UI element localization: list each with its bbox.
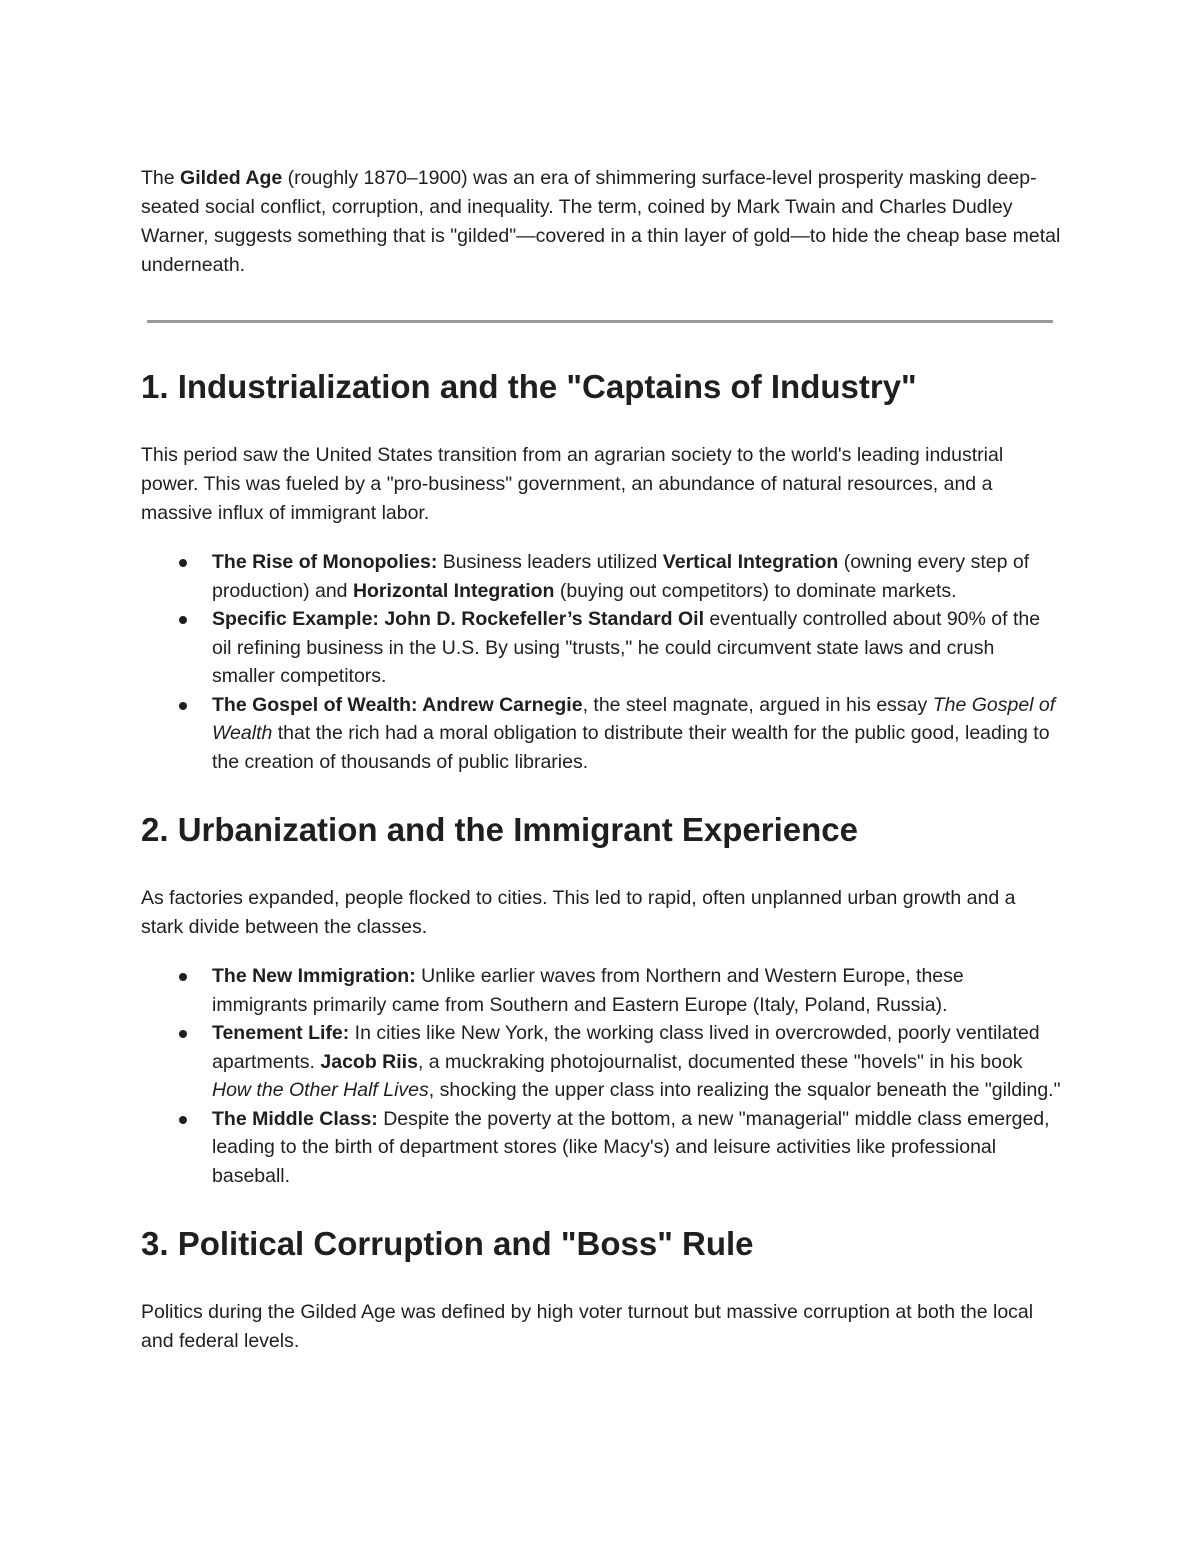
document-page [141, 164, 1061, 1356]
bullet-bold: Vertical Integration [662, 551, 839, 573]
bullet-text: Unlike earlier waves from Northern and Western Europe, these immigrants primarily came from Southern and Eastern Europe (Italy, Poland, Russia). [212, 965, 964, 1016]
section-2-heading: 2. Urbanization and the Immigrant Experience [141, 811, 858, 848]
bullet-bold: The Middle Class: [212, 1107, 378, 1130]
bullet-bold: Jacob Riis [320, 1050, 418, 1073]
bullet-text: , the steel magnate, argued in his essay [582, 693, 933, 716]
bullet-text: eventually controlled about 90% of the oil refining business in the U.S. By using "trusts," he could circumvent state laws and crush smaller competitors. [212, 608, 1041, 687]
section-3-paragraph: Politics during the Gilded Age was defined by high voter turnout but massive corruption at both the local and federal levels. [141, 1301, 1034, 1352]
bullet-bold: The Rise of Monopolies: [212, 551, 438, 573]
bullet-bold: Specific Example: John D. Rockefeller’s Standard Oil [212, 608, 704, 630]
bullet-text: that the rich had a moral obligation to distribute their wealth for the public good, leading to the creation of thousands of public libraries. [212, 722, 1050, 773]
section-1-paragraph: This period saw the United States transition from an agrarian society to the world's leading industrial power. This was fueled by a "pro-business" government, an abundance of natural resources, and a massive influx of immigrant labor. [141, 444, 1004, 524]
bullet-text: Business leaders utilized [437, 551, 663, 573]
intro-text: (roughly 1870–1900) was an era of shimmering surface-level prosperity masking deep-seated social conflict, corruption, and inequality. The term, coined by Mark Twain and Charles Dudley Warner, suggests something that is "gilded"—covered in a thin layer of gold—to hide the cheap base metal underneath. [141, 167, 1061, 276]
intro-paragraph [141, 164, 1061, 280]
bullet-item-new-immigration [141, 962, 1061, 1019]
bullet-icon [179, 973, 187, 981]
bullet-item-gospel-of-wealth [141, 691, 1061, 777]
bullet-text: Despite the poverty at the bottom, a new "managerial" middle class emerged, leading to the birth of department stores (like Macy's) and leisure activities like professional baseball. [212, 1107, 1050, 1187]
section-1-heading: 1. Industrialization and the "Captains of Industry" [141, 368, 917, 405]
bullet-item-middle-class [141, 1105, 1061, 1191]
bullet-text: In cities like New York, the working class lived in overcrowded, poorly ventilated apartments. [212, 1022, 1040, 1073]
bullet-text: , a muckraking photojournalist, documented these "hovels" in his book [417, 1050, 1023, 1073]
bullet-bold: The Gospel of Wealth: Andrew Carnegie [212, 693, 583, 716]
section-3-heading: 3. Political Corruption and "Boss" Rule [141, 1225, 754, 1262]
bullet-italic: The Gospel of Wealth [212, 693, 1056, 744]
intro-text: The [141, 167, 181, 189]
bullet-text: (buying out competitors) to dominate markets. [554, 579, 957, 602]
bullet-icon [179, 1116, 187, 1124]
intro-bold-term: Gilded Age [180, 167, 283, 189]
bullet-item-standard-oil [141, 605, 1061, 691]
bullet-bold: Tenement Life: [212, 1022, 350, 1044]
section-1-bullet-list [141, 548, 1061, 776]
bullet-text: (owning every step of production) and [212, 551, 1030, 602]
bullet-icon [179, 559, 187, 567]
bullet-icon [179, 702, 187, 710]
bullet-item-tenement-life [141, 1019, 1061, 1105]
bullet-item-monopolies [141, 548, 1061, 605]
horizontal-divider [147, 320, 1053, 323]
bullet-text: , shocking the upper class into realizing the squalor beneath the "gilding." [428, 1079, 1061, 1101]
bullet-icon [179, 1030, 187, 1038]
section-2-paragraph: As factories expanded, people flocked to cities. This led to rapid, often unplanned urban growth and a stark divide between the classes. [141, 887, 1016, 938]
bullet-icon [179, 616, 187, 624]
bullet-bold: Horizontal Integration [352, 579, 555, 602]
bullet-bold: The New Immigration: [212, 965, 416, 987]
section-2-bullet-list [141, 962, 1061, 1190]
bullet-italic: How the Other Half Lives [212, 1079, 429, 1101]
